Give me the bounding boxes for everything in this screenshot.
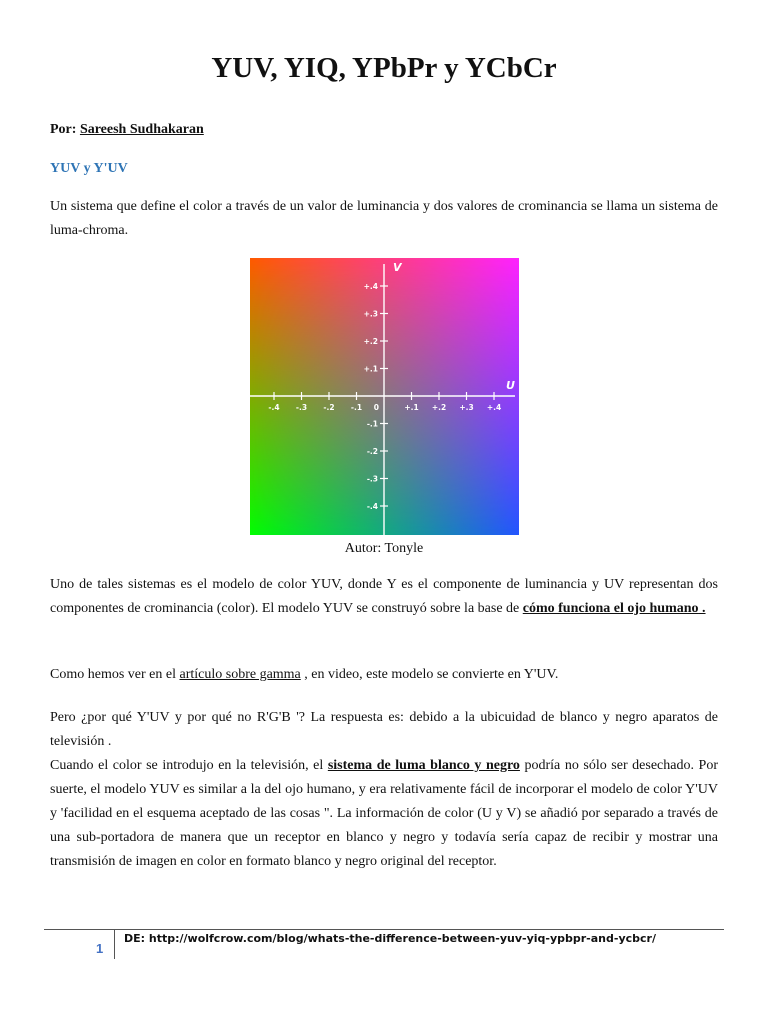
uv-color-plane-figure [250, 258, 519, 535]
color-tv-end: podría no sólo ser desechado. Por suerte, el modelo YUV es similar a la del ojo humano, y era relativamente fácil de incorporar el modelo de color Y'UV y 'facilidad en el esquema aceptado de las cosas ". La información de color (U y V) se añadió por separado a través de una sub-portadora de manera que un receptor en blanco y negro y todavía sería capaz de recibir y mostrar una transmisión de imagen en color en formato blanco y negro original del receptor. [50, 758, 718, 869]
u-tick-label: 0 [373, 403, 379, 412]
footer-divider [44, 929, 724, 930]
v-tick-label: -.1 [366, 419, 378, 429]
v-tick-label: +.2 [363, 337, 378, 346]
yuv-model-text: Uno de tales sistemas es el modelo de color YUV, donde Y es el componente de luminancia y UV representan dos componentes de crominancia (color). El modelo YUV se construyó sobre la base de [50, 577, 718, 616]
v-tick-label: -.4 [366, 502, 378, 511]
section-heading: YUV y Y'UV [50, 161, 128, 176]
u-tick-label: -.1 [350, 403, 363, 412]
yuv-model-paragraph [50, 573, 718, 621]
u-tick-label: -.3 [295, 403, 308, 412]
figure-caption: Autor: Tonyle [344, 541, 424, 556]
u-tick-label: +.1 [404, 403, 419, 412]
color-tv-text: Cuando el color se introdujo en la televisión, el [50, 758, 328, 773]
v-tick-label: +.4 [363, 282, 378, 291]
u-tick-label: +.2 [431, 403, 447, 412]
gamma-article-link[interactable]: artículo sobre gamma [179, 667, 301, 682]
uv-color-plane [250, 258, 519, 535]
gamma-end: , en video, este modelo se convierte en Y'UV. [300, 667, 559, 682]
gamma-paragraph [50, 663, 718, 687]
why-yuv-text: Pero ¿por qué Y'UV y por qué no R'G'B '? La respuesta es: debido a la ubicuidad de blanco y negro aparatos de televisión . [50, 710, 718, 749]
page-title: YUV, YIQ, YPbPr y YCbCr [211, 52, 557, 84]
bw-luma-system-link[interactable]: sistema de luma blanco y negro [327, 758, 520, 773]
footer-separator [114, 929, 115, 959]
v-tick-label: -.3 [366, 474, 378, 484]
author-link[interactable]: Sareesh Sudhakaran [79, 122, 204, 137]
page-number: 1 [96, 941, 104, 956]
u-tick-label: -.4 [268, 403, 280, 412]
v-tick-label: +.3 [363, 309, 378, 319]
u-tick-label: +.4 [486, 403, 502, 412]
byline-label: Por: [50, 122, 77, 137]
human-eye-link[interactable]: cómo funciona el ojo humano [522, 601, 699, 616]
intro-paragraph: Un sistema que define el color a través de un valor de luminancia y dos valores de crominancia se llama un sistema de luma-chroma. [50, 199, 718, 238]
gamma-text: Como hemos ver en el [50, 667, 180, 682]
why-yuv-paragraph [50, 706, 718, 874]
v-tick-label: -.2 [366, 447, 378, 456]
u-tick-label: -.2 [323, 403, 335, 412]
byline [50, 122, 204, 138]
footer-source-url[interactable]: DE: http://wolfcrow.com/blog/whats-the-difference-between-yuv-yiq-ypbpr-and-ycbcr/ [124, 932, 656, 945]
v-tick-label: +.1 [363, 364, 378, 374]
v-axis-label: V [393, 261, 402, 274]
yuv-model-end: . [698, 601, 706, 616]
u-tick-label: +.3 [459, 403, 474, 412]
u-axis-label: U [506, 379, 515, 392]
